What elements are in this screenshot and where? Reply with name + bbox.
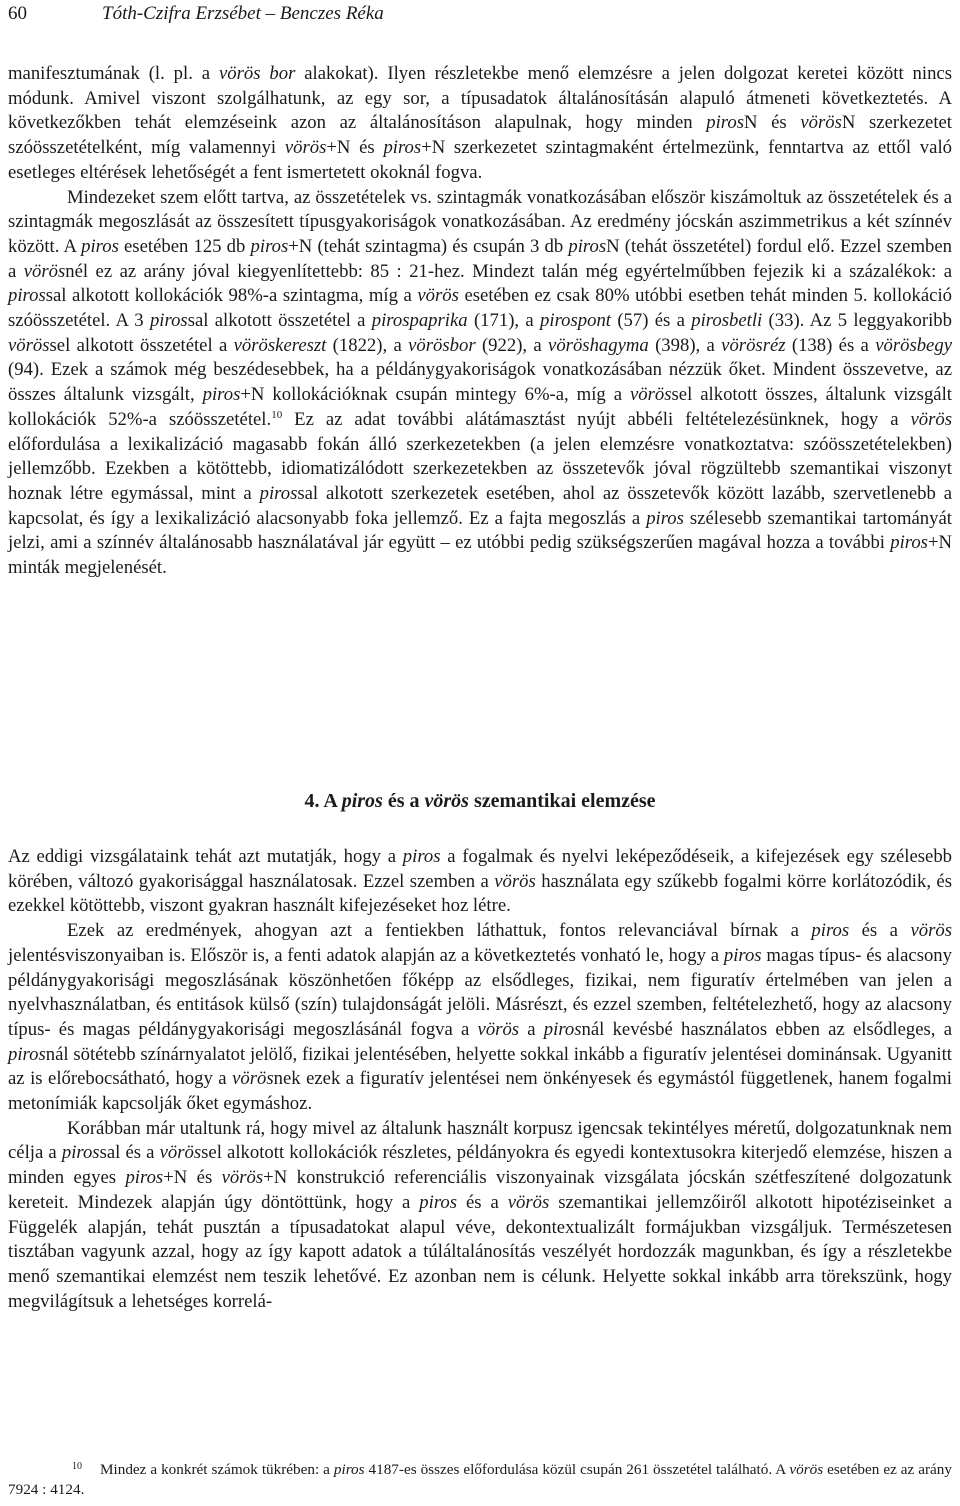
italic-term: vörös bbox=[232, 1068, 274, 1090]
italic-term: piros bbox=[723, 944, 762, 966]
italic-term: piros bbox=[402, 846, 441, 867]
italic-term: piros bbox=[149, 310, 188, 332]
italic-term: vörösréz bbox=[721, 334, 786, 356]
italic-term: vörös bbox=[23, 260, 66, 282]
body-text-before-heading bbox=[8, 62, 952, 581]
text-run: (922), a bbox=[475, 334, 549, 356]
text-run: +N és bbox=[326, 137, 384, 159]
text-run: nél ez az arány jóval kiegyenlítettebb: 85 : 21-hez. Mindezt talán még egyértelműbben fejezik ki a százalékok: a bbox=[65, 260, 953, 282]
text-run: Ezek az eredmények, ahogyan azt a fentiekben láthattuk, fontos relevanciával bírnak a bbox=[67, 920, 812, 942]
text-run: sal alkotott szerkezetek esetében, ahol az összetevők között lazább, szervetlenebb a kapcsolat, és így a lexikalizáció alacsonyabb foka jellemző. Ez a fajta megoszlás a bbox=[8, 482, 953, 529]
text-run: és a bbox=[849, 920, 911, 942]
italic-term: vörös bbox=[789, 1461, 824, 1478]
italic-term: piros bbox=[811, 920, 850, 942]
text-run: (138) és a bbox=[785, 334, 876, 356]
italic-term: piros bbox=[333, 1461, 365, 1478]
text-run: (94). Ezek a számok még beszédesebbek, ha a példánygyakoriságok vonatkozásában nézzük őket. Mindent összevetve, az összes általunk vizsgált, bbox=[8, 359, 952, 406]
italic-term: piros bbox=[202, 384, 241, 406]
text-run: (398), a bbox=[648, 334, 722, 356]
italic-term: pirosbetli bbox=[691, 310, 763, 332]
text-run: és a bbox=[457, 1191, 508, 1213]
italic-term: piros bbox=[646, 507, 684, 529]
text-run: nál kevésbé használatos ebben az elsődleges, a bbox=[581, 1018, 952, 1040]
text-run: +N (tehát szintagma) és csupán 3 db bbox=[288, 235, 569, 257]
italic-term: vörös bbox=[629, 384, 672, 406]
text-run: N szerkezetet szóösszetételként, míg valamennyi bbox=[8, 112, 953, 159]
italic-term: vöröskereszt bbox=[233, 334, 327, 356]
italic-term: piros bbox=[125, 1167, 164, 1189]
italic-term: vörös bbox=[221, 1167, 264, 1189]
text-run: 4187-es összes előfordulása közül csupán 261 összetétel található. A bbox=[364, 1461, 790, 1478]
text-run: nál sötétebb színárnyalatot jelölő, fizikai jelentésében, helyette sokkal inkább a figuratív jelentései dominánsak. Ugyanitt az is előrebocsátható, hogy a bbox=[8, 1043, 952, 1090]
text-run: Az eddigi vizsgálataink tehát azt mutatják, hogy a bbox=[8, 846, 403, 867]
footnote-reference: 10 bbox=[271, 408, 283, 421]
text-run: sel alkotott összetétel a bbox=[49, 334, 234, 356]
italic-term: piros bbox=[383, 137, 422, 159]
italic-term: vörös bbox=[8, 334, 50, 356]
text-run: +N és bbox=[163, 1167, 222, 1189]
italic-term: piros bbox=[706, 112, 744, 134]
footnote-text bbox=[8, 1461, 952, 1498]
italic-term: vörös bbox=[284, 137, 327, 159]
italic-term: vörösbor bbox=[408, 334, 476, 356]
italic-term: pirospont bbox=[540, 310, 611, 332]
italic-term: piros bbox=[61, 1142, 100, 1164]
text-run: N (tehát összetétel) fordul elő. Ezzel szemben a bbox=[8, 235, 952, 282]
page-number: 60 bbox=[8, 3, 27, 24]
text-run: szélesebb szemantikai tartományát jelzi, ami a színnév általánosabb használatával jár együtt – ez utóbbi pedig szükségszerűen magával hozza a további bbox=[8, 507, 952, 554]
italic-term: piros bbox=[568, 235, 607, 257]
text-run: Ez az adat további alátámasztást nyújt abbéli feltételezésünknek, hogy a bbox=[282, 408, 911, 430]
text-run: N és bbox=[743, 112, 801, 134]
heading-italic-term: piros bbox=[341, 790, 383, 812]
italic-term: vörös bbox=[494, 870, 536, 892]
paragraph bbox=[8, 1117, 952, 1315]
running-head bbox=[8, 2, 952, 26]
text-run: Mindez a konkrét számok tükrében: a bbox=[100, 1461, 334, 1478]
text-run: előfordulása a lexikalizáció magasabb fokán álló szerkezetekben (a jelen elemzésre vonatkoztatva: szóösszetételekben) jellemzőbb. Ezekben a kötöttebb, idiomatizálódott szerkezetekben az összetevők jóval rögzültebb szemantikai viszonyt hoznak létre egymással, mint a bbox=[8, 433, 952, 504]
body-text-after-heading bbox=[8, 845, 952, 1314]
text-run: sal alkotott kollokációk 98%-a szintagma, míg a bbox=[45, 285, 418, 307]
italic-term: vörös bbox=[417, 285, 459, 307]
italic-term: vörös bbox=[477, 1018, 520, 1040]
italic-term: piros bbox=[8, 285, 46, 307]
text-run: (33). Az 5 leggyakoribb bbox=[762, 310, 952, 332]
footnote: 10 Mindez a konkrét számok tükrében: a piros 4187-es összes előfordulása közül csupán 261 összetétel található. A vörös esetében ez az arány 7924 : 4124. bbox=[8, 1461, 952, 1498]
italic-term: piros bbox=[419, 1191, 458, 1213]
italic-term: vörös bbox=[159, 1142, 202, 1164]
italic-term: vörösbegy bbox=[875, 334, 952, 356]
paragraph bbox=[8, 186, 952, 581]
italic-term: piros bbox=[543, 1018, 582, 1040]
heading-italic-term: vörös bbox=[424, 790, 469, 812]
text-run: +N szerkezetet szintagmaként értelmezünk, fenntartva az ettől való esetleges eltérések lehetőségét a fent ismertetett okoknál fogva. bbox=[8, 137, 952, 183]
text-run: Mindezeket szem előtt tartva, az összetételek vs. szintagmák vonatkozásában először kiszámoltuk az összetételek és a szintagmák megoszlását az összesített típusgyakoriságok vonatkozásában. Az eredmény jócskán aszimmetrikus a két színnév között. A bbox=[8, 186, 952, 257]
text-run: sel alkotott kollokációk részletes, példányokra és egyedi kontextusokra kiterjedő elemzése, hiszen a minden egyes bbox=[8, 1142, 952, 1189]
heading-text: és a bbox=[382, 790, 425, 812]
running-head-authors: Tóth-Czifra Erzsébet – Benczes Réka bbox=[102, 3, 384, 24]
italic-term: vöröshagyma bbox=[548, 334, 649, 356]
text-run: +N kollokációknak csupán mintegy 6%-a, míg a bbox=[240, 384, 630, 406]
text-run: +N konstrukció referenciális viszonyainak vizsgálata jócskán szétfeszítené dolgozatunk kereteit. Mindezek alapján úgy döntöttünk, hogy a bbox=[8, 1167, 952, 1213]
text-run: manifesztumának (l. pl. a bbox=[8, 63, 219, 84]
paragraph bbox=[8, 919, 952, 1117]
italic-term: vörös bbox=[800, 112, 842, 134]
text-run: esetében ez csak 80% utóbbi esetben tehát minden 5. kollokáció szóösszetétel. A 3 bbox=[8, 285, 952, 332]
italic-term: piros bbox=[8, 1043, 46, 1065]
text-run: (171), a bbox=[467, 310, 541, 332]
heading-text: szemantikai elemzése bbox=[468, 790, 656, 812]
heading-text: 4. A bbox=[304, 790, 342, 812]
text-run: jelentésviszonyaiban is. Először is, a fenti adatok alapján az a következtetés vonható le, hogy a bbox=[8, 944, 724, 966]
italic-term: piros bbox=[259, 482, 298, 504]
text-run: alakokat). Ilyen részletekbe menő elemzésre a jelen dolgozat keretei között nincs módunk. Amivel viszont szolgálhatunk, az egy sor, a típusadatok általánosításán alapuló átmeneti következtetés. A következőkben tehát elemzéseink azon az általánosításon alapulnak, hogy minden bbox=[8, 63, 952, 134]
text-run: nek ezek a figuratív jelentései nem önkényesek és egymástól függetlenek, hanem fogalmi metonímiák kapcsolják őket egymáshoz. bbox=[8, 1068, 952, 1115]
text-run: (1822), a bbox=[326, 334, 409, 356]
text-run: (57) és a bbox=[611, 310, 692, 332]
text-run: +N minták megjelenését. bbox=[8, 532, 952, 579]
italic-term: vörös bbox=[507, 1191, 550, 1213]
text-run: magas típus- és alacsony példánygyakorisági megoszlásának köszönhetően főképp az elsődleges, fizikai, nem figuratív értelmében van jelen a nyelvhasználatban, és entitások külső (szín) tulajdonságát jelöli. Másrészt, és ezzel szemben, feltételezhető, hogy az alacsony típus- és magas példánygyakorisági megoszlásánál fogva a bbox=[8, 944, 952, 1040]
italic-term: vörös bbox=[910, 408, 952, 430]
paragraph bbox=[8, 845, 952, 919]
text-run: a bbox=[519, 1018, 544, 1040]
italic-term: vörös bbox=[910, 920, 952, 942]
italic-term: piros bbox=[890, 532, 928, 554]
italic-term: piros bbox=[81, 235, 119, 257]
italic-term: piros bbox=[250, 235, 289, 257]
text-run: sel alkotott összes, általunk vizsgált kollokációk 52%-a szóösszetétel. bbox=[8, 384, 952, 430]
text-run: a fogalmak és nyelvi leképeződéseik, a kifejezések egy szélesebb körében, változó gyakorisággal használatosak. Ezzel szemben a bbox=[8, 846, 953, 892]
text-run: sal és a bbox=[99, 1142, 160, 1164]
text-run: esetében ez az arány 7924 : 4124. bbox=[8, 1461, 952, 1498]
text-run: sal alkotott összetétel a bbox=[187, 310, 372, 332]
paragraph bbox=[8, 62, 952, 186]
text-run: használata egy szűkebb fogalmi körre korlátozódik, és ezekkel kötöttebb, viszont gyakran használt kifejezéseket hoz létre. bbox=[8, 870, 952, 917]
text-run: esetében 125 db bbox=[118, 235, 251, 257]
italic-term: vörös bor bbox=[218, 63, 296, 84]
text-run: szemantikai jellemzőiről alkotott hipotéziseinket a Függelék alapján, tehát pusztán a típusadatokat alapul véve, dekontextualizált formájukban vizsgáljuk. Természetesen tisztában vagyunk azzal, hogy az így kapott adatok a túláltalánosítás veszélyét hordozzák magunkban, és így a részletekbe menő szemantikai elemzést nem teszik lehetővé. Ez azonban nem is célunk. Helyette sokkal inkább arra törekszünk, hogy megvilágítsuk a lehetséges korrelá- bbox=[8, 1191, 952, 1312]
section-heading bbox=[8, 788, 952, 814]
italic-term: pirospaprika bbox=[371, 310, 468, 332]
text-run: Korábban már utaltunk rá, hogy mivel az általunk használt korpusz igencsak tekintélyes méretű, dolgozatunknak nem célja a bbox=[8, 1117, 952, 1164]
